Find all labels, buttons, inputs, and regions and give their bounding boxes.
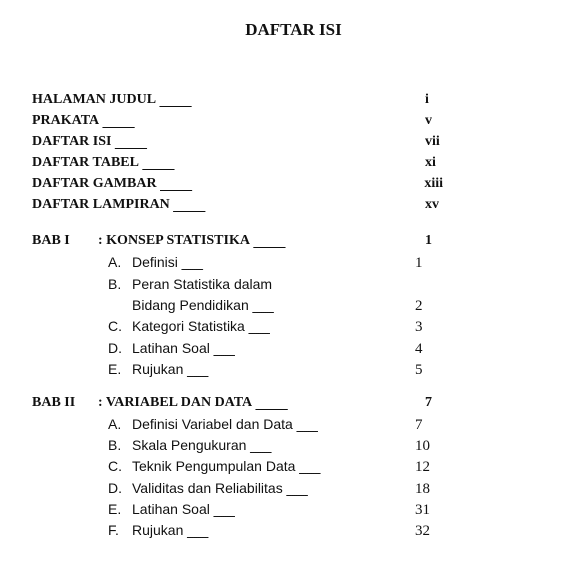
toc-entry-page: xv xyxy=(425,197,439,212)
toc-entry-label: DAFTAR GAMBAR xyxy=(32,176,157,191)
chapter-title: : VARIABEL DAN DATA xyxy=(98,395,253,410)
section-letter: B. xyxy=(108,437,122,453)
section-title: Latihan Soal xyxy=(132,501,210,517)
section-page: 2 xyxy=(415,298,423,314)
toc-section[interactable] xyxy=(108,456,433,477)
section-page: 4 xyxy=(415,341,423,357)
toc-entry-label: DAFTAR TABEL xyxy=(32,155,139,170)
section-title: Kategori Statistika xyxy=(132,318,245,334)
section-title: Rujukan xyxy=(132,522,184,538)
toc-section-continuation[interactable] xyxy=(108,295,433,316)
section-page: 12 xyxy=(415,459,430,475)
section-title: Validitas dan Reliabilitas xyxy=(132,480,283,496)
toc-section[interactable] xyxy=(108,252,433,273)
toc-section[interactable] xyxy=(108,520,433,541)
toc-entry-daftar-isi[interactable] xyxy=(32,132,443,152)
section-title: Latihan Soal xyxy=(132,340,210,356)
toc-chapter-bab-1[interactable] xyxy=(32,231,443,251)
dot-leader xyxy=(186,368,412,380)
section-title: Rujukan xyxy=(132,361,184,377)
chapter-title: : KONSEP STATISTIKA xyxy=(98,233,250,248)
toc-entry-prakata[interactable] xyxy=(32,111,443,131)
section-letter: A. xyxy=(108,254,122,270)
toc-section[interactable] xyxy=(108,478,433,499)
section-page: 18 xyxy=(415,481,430,497)
dot-leader xyxy=(249,444,412,456)
section-title: Definisi xyxy=(132,254,178,270)
section-title: Skala Pengukuran xyxy=(132,437,247,453)
toc-entry-daftar-tabel[interactable] xyxy=(32,153,443,173)
dot-leader xyxy=(159,98,422,110)
toc-entry-page: i xyxy=(425,92,429,107)
section-page: 3 xyxy=(415,319,423,335)
dot-leader xyxy=(255,401,422,413)
toc-entry-page: v xyxy=(425,113,432,128)
dot-leader xyxy=(286,487,412,499)
section-letter: A. xyxy=(108,416,122,432)
toc-entry-page: xi xyxy=(425,155,436,170)
section-page: 1 xyxy=(415,255,423,271)
toc-section[interactable] xyxy=(108,414,433,435)
section-title-continued: Bidang Pendidikan xyxy=(132,297,249,313)
toc-entry-page: vii xyxy=(425,134,440,149)
page-title: DAFTAR ISI xyxy=(245,20,342,39)
section-letter: E. xyxy=(108,501,122,517)
section-letter: C. xyxy=(108,318,122,334)
dot-leader xyxy=(142,161,422,173)
section-title: Peran Statistika dalam xyxy=(132,276,273,292)
dot-leader xyxy=(252,304,412,316)
toc-entry-page: xiii xyxy=(424,176,443,191)
dot-leader xyxy=(181,261,412,273)
toc-section[interactable] xyxy=(108,499,433,520)
section-letter: C. xyxy=(108,458,122,474)
toc-section[interactable] xyxy=(108,359,433,380)
dot-leader xyxy=(160,182,422,194)
toc-entry-halaman-judul[interactable] xyxy=(32,90,443,110)
toc-entry-label: DAFTAR ISI xyxy=(32,134,112,149)
toc-entry-label: HALAMAN JUDUL xyxy=(32,92,157,107)
toc-entry-daftar-gambar[interactable] xyxy=(32,174,443,194)
toc-entry-daftar-lampiran[interactable] xyxy=(32,195,443,215)
section-letter: F. xyxy=(108,522,119,538)
section-title: Definisi Variabel dan Data xyxy=(132,416,293,432)
dot-leader xyxy=(298,465,412,477)
section-page: 5 xyxy=(415,362,423,378)
dot-leader xyxy=(213,508,412,520)
dot-leader xyxy=(186,529,412,541)
section-title: Teknik Pengumpulan Data xyxy=(132,458,296,474)
dot-leader xyxy=(248,325,412,337)
toc-section[interactable] xyxy=(108,435,433,456)
section-letter: D. xyxy=(108,340,122,356)
toc-section[interactable] xyxy=(108,316,433,337)
section-page: 7 xyxy=(415,417,423,433)
section-letter: E. xyxy=(108,361,122,377)
section-letter: D. xyxy=(108,480,122,496)
toc-entry-label: PRAKATA xyxy=(32,113,100,128)
dot-leader xyxy=(114,140,422,152)
section-page: 10 xyxy=(415,438,430,454)
toc-entry-label: DAFTAR LAMPIRAN xyxy=(32,197,170,212)
toc-chapter-bab-2[interactable] xyxy=(32,393,443,413)
dot-leader xyxy=(213,347,412,359)
toc-section[interactable] xyxy=(108,274,433,294)
chapter-number: BAB II xyxy=(32,395,76,410)
toc-section[interactable] xyxy=(108,338,433,359)
dot-leader xyxy=(296,423,412,435)
dot-leader xyxy=(253,239,422,251)
section-page: 31 xyxy=(415,502,430,518)
chapter-page: 1 xyxy=(425,233,432,248)
chapter-number: BAB I xyxy=(32,233,70,248)
dot-leader xyxy=(173,203,422,215)
dot-leader xyxy=(102,119,422,131)
chapter-page: 7 xyxy=(425,395,432,410)
section-letter: B. xyxy=(108,276,122,292)
section-page: 32 xyxy=(415,523,430,539)
